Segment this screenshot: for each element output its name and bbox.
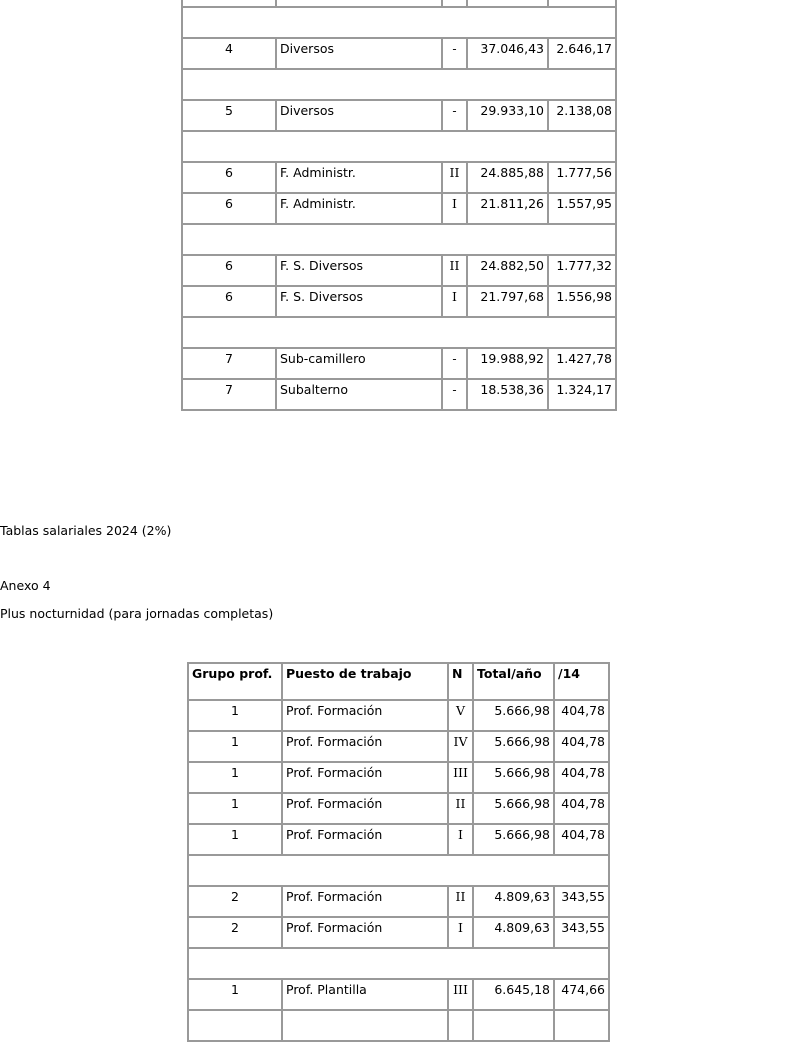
- cell-total: 5.666,98: [473, 762, 554, 793]
- table-row: [188, 762, 609, 793]
- cell-grupo: 6: [182, 286, 276, 317]
- cell-n: III: [448, 979, 473, 1010]
- cell-n: II: [448, 886, 473, 917]
- night-bonus-table-body: [188, 700, 609, 1041]
- table-row: [188, 917, 609, 948]
- cell-n: [448, 1010, 473, 1041]
- cell-grupo: 4: [182, 38, 276, 69]
- cell-total: 5.666,98: [473, 731, 554, 762]
- cell-div14: 404,78: [554, 700, 609, 731]
- header-n: N: [448, 663, 473, 700]
- cell-puesto: F. S. Diversos: [276, 255, 442, 286]
- table-row: [188, 979, 609, 1010]
- cell-grupo: 7: [182, 348, 276, 379]
- cell-n: I: [442, 193, 467, 224]
- cell-n: II: [442, 255, 467, 286]
- cell-puesto: Prof. Formación: [282, 700, 448, 731]
- cell-div14: 1.777,56: [548, 162, 616, 193]
- cell-div14: 2.138,08: [548, 100, 616, 131]
- table-row: [188, 886, 609, 917]
- cell-grupo: 7: [182, 379, 276, 410]
- cell-puesto: Prof. Formación: [282, 824, 448, 855]
- cell-grupo: 6: [182, 193, 276, 224]
- table-row: [188, 731, 609, 762]
- table-row: [182, 286, 616, 317]
- cell-total: 24.885,88: [467, 162, 548, 193]
- cell-div14: [554, 1010, 609, 1041]
- cell-grupo: 1: [188, 700, 282, 731]
- cell-grupo: 1: [188, 731, 282, 762]
- cell-n: I: [448, 824, 473, 855]
- spacer-cell: [182, 317, 616, 348]
- cell-div14: 404,78: [554, 731, 609, 762]
- cell-puesto: F. Administr.: [276, 193, 442, 224]
- table-row: [188, 700, 609, 731]
- cell-n: I: [442, 286, 467, 317]
- cell-puesto: [282, 1010, 448, 1041]
- cell-n: III: [448, 762, 473, 793]
- cell-total: 5.666,98: [473, 700, 554, 731]
- annex-subtitle: Plus nocturnidad (para jornadas completas): [0, 606, 274, 621]
- cell-total: 29.933,10: [467, 100, 548, 131]
- spacer-row: [182, 69, 616, 100]
- cell-grupo: 1: [188, 979, 282, 1010]
- cell-grupo: 1: [188, 762, 282, 793]
- spacer-cell: [188, 855, 609, 886]
- cell-div14: 404,78: [554, 793, 609, 824]
- cell-div14: 1.777,32: [548, 255, 616, 286]
- header-grupo: Grupo prof.: [188, 663, 282, 700]
- cell-grupo: 1: [188, 824, 282, 855]
- cell-div14: 1.556,98: [548, 286, 616, 317]
- spacer-cell: [182, 7, 616, 38]
- cell-total: 21.797,68: [467, 286, 548, 317]
- cell-puesto: Sub-camillero: [276, 348, 442, 379]
- section-title-tablas-2024: Tablas salariales 2024 (2%): [0, 523, 172, 538]
- cell-total: 18.538,36: [467, 379, 548, 410]
- cell-n: II: [442, 162, 467, 193]
- table-row: [188, 824, 609, 855]
- cell-total: 19.988,92: [467, 348, 548, 379]
- cell-total: 6.645,18: [473, 979, 554, 1010]
- cell-puesto: F. Administr.: [276, 162, 442, 193]
- table-row: [182, 100, 616, 131]
- night-bonus-table: [187, 662, 610, 1042]
- cell-n: -: [442, 348, 467, 379]
- cell-n: -: [442, 379, 467, 410]
- cell-n: -: [442, 38, 467, 69]
- cell-grupo: [188, 1010, 282, 1041]
- cell-total: 21.811,26: [467, 193, 548, 224]
- cell-n: I: [448, 917, 473, 948]
- cell-div14: 1.427,78: [548, 348, 616, 379]
- spacer-row: [182, 131, 616, 162]
- spacer-cell: [182, 131, 616, 162]
- cell-total: [473, 1010, 554, 1041]
- table-row: [182, 255, 616, 286]
- cell-puesto: Diversos: [276, 38, 442, 69]
- table-row: [188, 793, 609, 824]
- cell-n: [442, 0, 467, 7]
- salary-table-body: [182, 0, 616, 410]
- cell-n: IV: [448, 731, 473, 762]
- table-row: [182, 348, 616, 379]
- salary-table-continued: [181, 0, 617, 411]
- table-row: [182, 0, 616, 7]
- cell-div14: 1.324,17: [548, 379, 616, 410]
- cell-total: 5.666,98: [473, 824, 554, 855]
- cell-div14: 404,78: [554, 824, 609, 855]
- cell-div14: 343,55: [554, 917, 609, 948]
- cell-n: V: [448, 700, 473, 731]
- cell-total: 5.666,98: [473, 793, 554, 824]
- table-row: [182, 162, 616, 193]
- cell-div14: 343,55: [554, 886, 609, 917]
- cell-div14: 1.557,95: [548, 193, 616, 224]
- cell-puesto: F. S. Diversos: [276, 286, 442, 317]
- cell-div14: 474,66: [554, 979, 609, 1010]
- table-row: [188, 1010, 609, 1041]
- cell-div14: 2.646,17: [548, 38, 616, 69]
- spacer-row: [182, 7, 616, 38]
- header-div14: /14: [554, 663, 609, 700]
- cell-grupo: 1: [188, 793, 282, 824]
- cell-total: 37.046,43: [467, 38, 548, 69]
- table-row: [182, 193, 616, 224]
- cell-puesto: Prof. Formación: [282, 886, 448, 917]
- table-row: [182, 38, 616, 69]
- cell-total: 4.809,63: [473, 917, 554, 948]
- header-puesto: Puesto de trabajo: [282, 663, 448, 700]
- cell-puesto: [276, 0, 442, 7]
- cell-div14: 404,78: [554, 762, 609, 793]
- cell-grupo: 6: [182, 255, 276, 286]
- cell-n: II: [448, 793, 473, 824]
- spacer-row: [188, 948, 609, 979]
- table-header-row: [188, 663, 609, 700]
- cell-puesto: Prof. Formación: [282, 762, 448, 793]
- cell-grupo: 2: [188, 886, 282, 917]
- cell-puesto: Diversos: [276, 100, 442, 131]
- cell-grupo: 2: [188, 917, 282, 948]
- cell-total: [467, 0, 548, 7]
- cell-div14: [548, 0, 616, 7]
- table-row: [182, 379, 616, 410]
- spacer-row: [188, 855, 609, 886]
- cell-grupo: [182, 0, 276, 7]
- cell-puesto: Prof. Formación: [282, 731, 448, 762]
- cell-grupo: 5: [182, 100, 276, 131]
- spacer-cell: [182, 224, 616, 255]
- annex-heading: Anexo 4: [0, 578, 51, 593]
- spacer-cell: [182, 69, 616, 100]
- cell-puesto: Prof. Formación: [282, 793, 448, 824]
- cell-total: 24.882,50: [467, 255, 548, 286]
- spacer-row: [182, 224, 616, 255]
- cell-puesto: Prof. Plantilla: [282, 979, 448, 1010]
- header-total: Total/año: [473, 663, 554, 700]
- cell-total: 4.809,63: [473, 886, 554, 917]
- cell-n: -: [442, 100, 467, 131]
- cell-puesto: Prof. Formación: [282, 917, 448, 948]
- spacer-cell: [188, 948, 609, 979]
- spacer-row: [182, 317, 616, 348]
- cell-puesto: Subalterno: [276, 379, 442, 410]
- cell-grupo: 6: [182, 162, 276, 193]
